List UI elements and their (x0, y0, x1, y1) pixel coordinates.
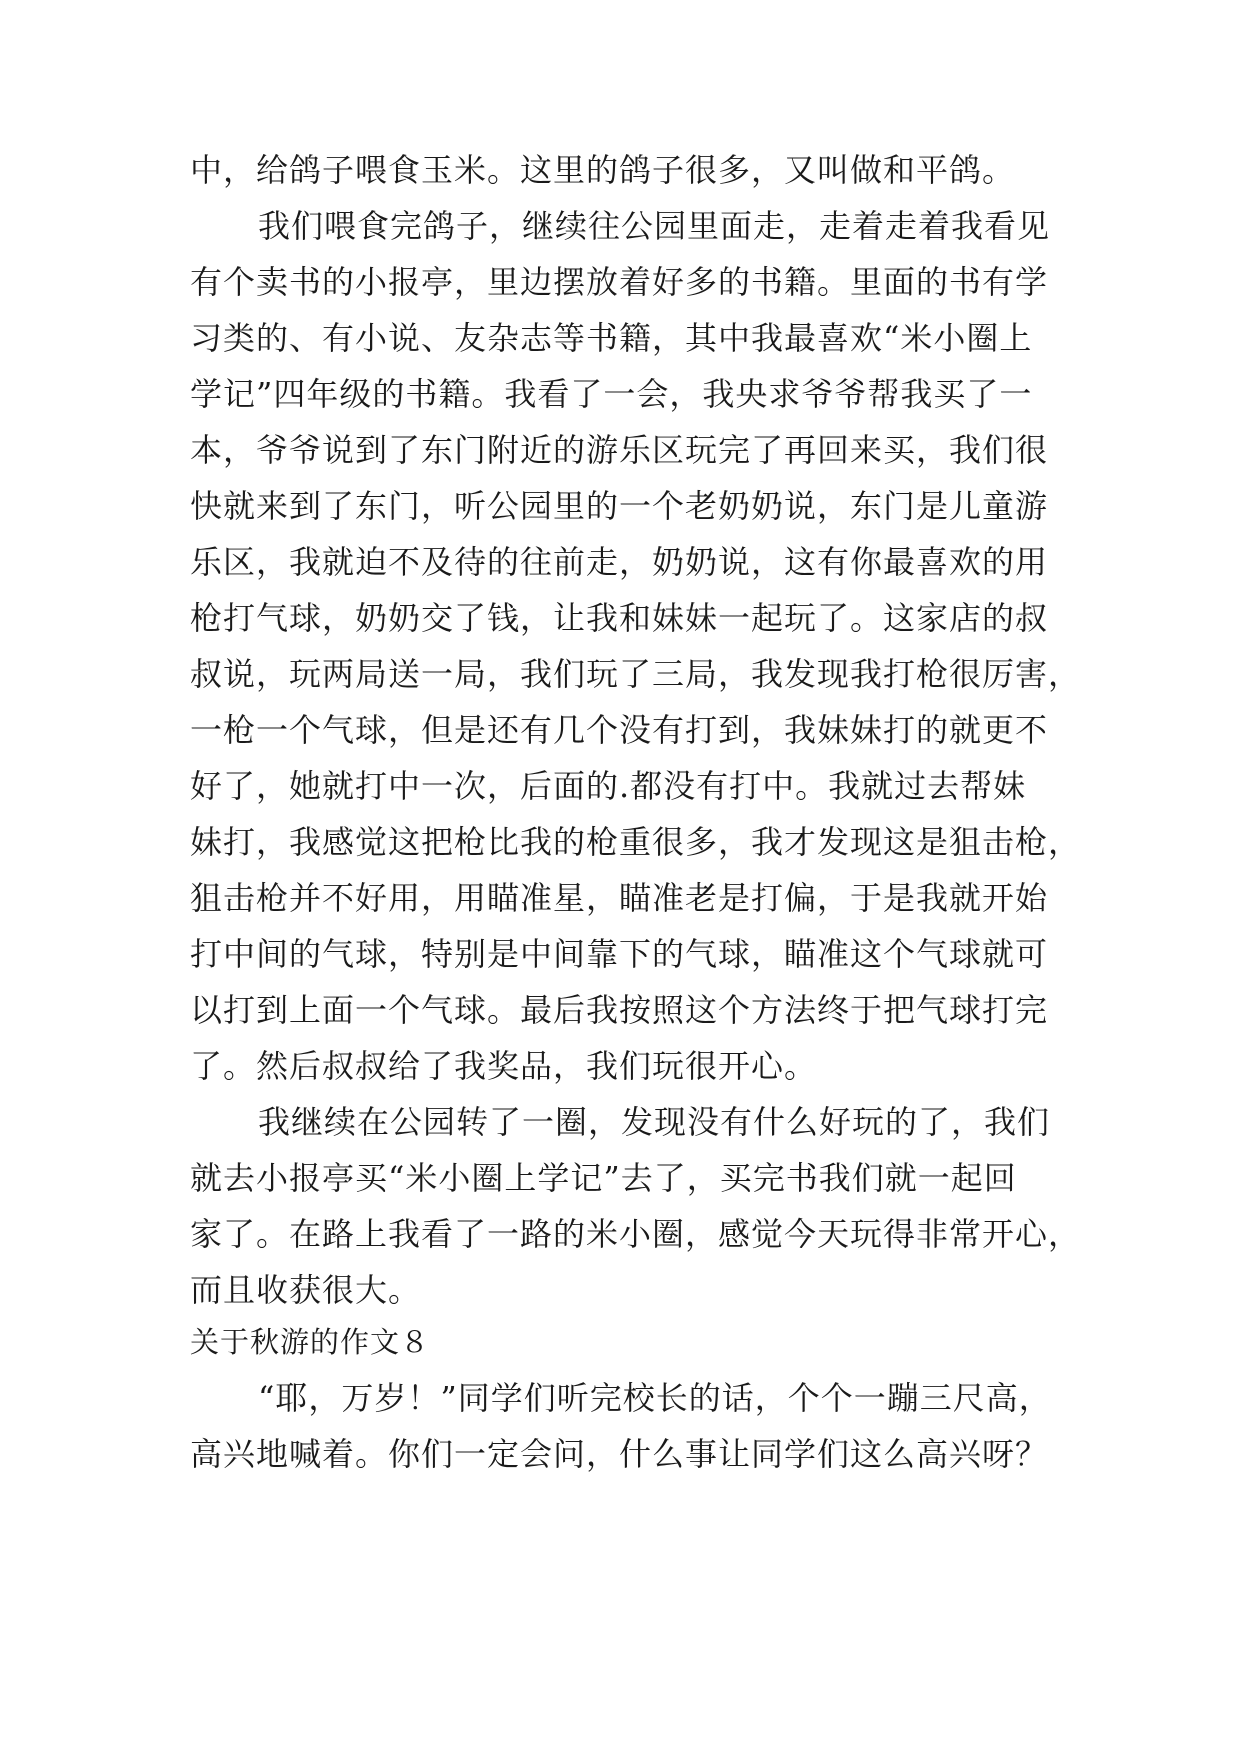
paragraph-line: 妹打，我感觉这把枪比我的枪重很多，我才发现这是狙击枪， (190, 823, 1082, 861)
paragraph-line: 就去小报亭买“米小圈上学记”去了，买完书我们就一起回 (190, 1159, 1017, 1197)
paragraph-line: 快就来到了东门，听公园里的一个老奶奶说，东门是儿童游 (190, 487, 1049, 525)
paragraph-line: 以打到上面一个气球。最后我按照这个方法终于把气球打完 (190, 991, 1049, 1029)
section-heading: 关于秋游的作文８ (190, 1325, 431, 1359)
paragraph-line: 乐区，我就迫不及待的往前走，奶奶说，这有你最喜欢的用 (190, 543, 1049, 581)
paragraph-line: 好了，她就打中一次，后面的.都没有打中。我就过去帮妹 (190, 767, 1027, 805)
paragraph-line: 本，爷爷说到了东门附近的游乐区玩完了再回来买，我们很 (190, 431, 1049, 469)
paragraph-line: “耶，万岁！”同学们听完校长的话，个个一蹦三尺高， (258, 1379, 1052, 1417)
paragraph-line: 有个卖书的小报亭，里边摆放着好多的书籍。里面的书有学 (190, 263, 1049, 301)
paragraph-line: 而且收获很大。 (190, 1271, 422, 1309)
paragraph-line: 学记”四年级的书籍。我看了一会，我央求爷爷帮我买了一 (190, 375, 1033, 413)
paragraph-line: 我们喂食完鸽子，继续往公园里面走，走着走着我看见 (258, 207, 1051, 245)
paragraph-line: 一枪一个气球，但是还有几个没有打到，我妹妹打的就更不 (190, 711, 1049, 749)
paragraph-line: 狙击枪并不好用，用瞄准星，瞄准老是打偏，于是我就开始 (190, 879, 1049, 917)
paragraph-line: 习类的、有小说、友杂志等书籍，其中我最喜欢“米小圈上 (190, 319, 1033, 357)
paragraph-line: 高兴地喊着。你们一定会问，什么事让同学们这么高兴呀？ (190, 1435, 1049, 1473)
paragraph-line: 枪打气球，奶奶交了钱，让我和妹妹一起玩了。这家店的叔 (190, 599, 1049, 637)
paragraph-line: 叔说，玩两局送一局，我们玩了三局，我发现我打枪很厉害， (190, 655, 1082, 693)
paragraph-line: 家了。在路上我看了一路的米小圈，感觉今天玩得非常开心， (190, 1215, 1082, 1253)
paragraph-line: 打中间的气球，特别是中间靠下的气球，瞄准这个气球就可 (190, 935, 1049, 973)
paragraph-line: 中，给鸽子喂食玉米。这里的鸽子很多，又叫做和平鸽。 (190, 151, 1016, 189)
paragraph-line: 了。然后叔叔给了我奖品，我们玩很开心。 (190, 1047, 818, 1085)
paragraph-line: 我继续在公园转了一圈，发现没有什么好玩的了，我们 (258, 1103, 1051, 1141)
